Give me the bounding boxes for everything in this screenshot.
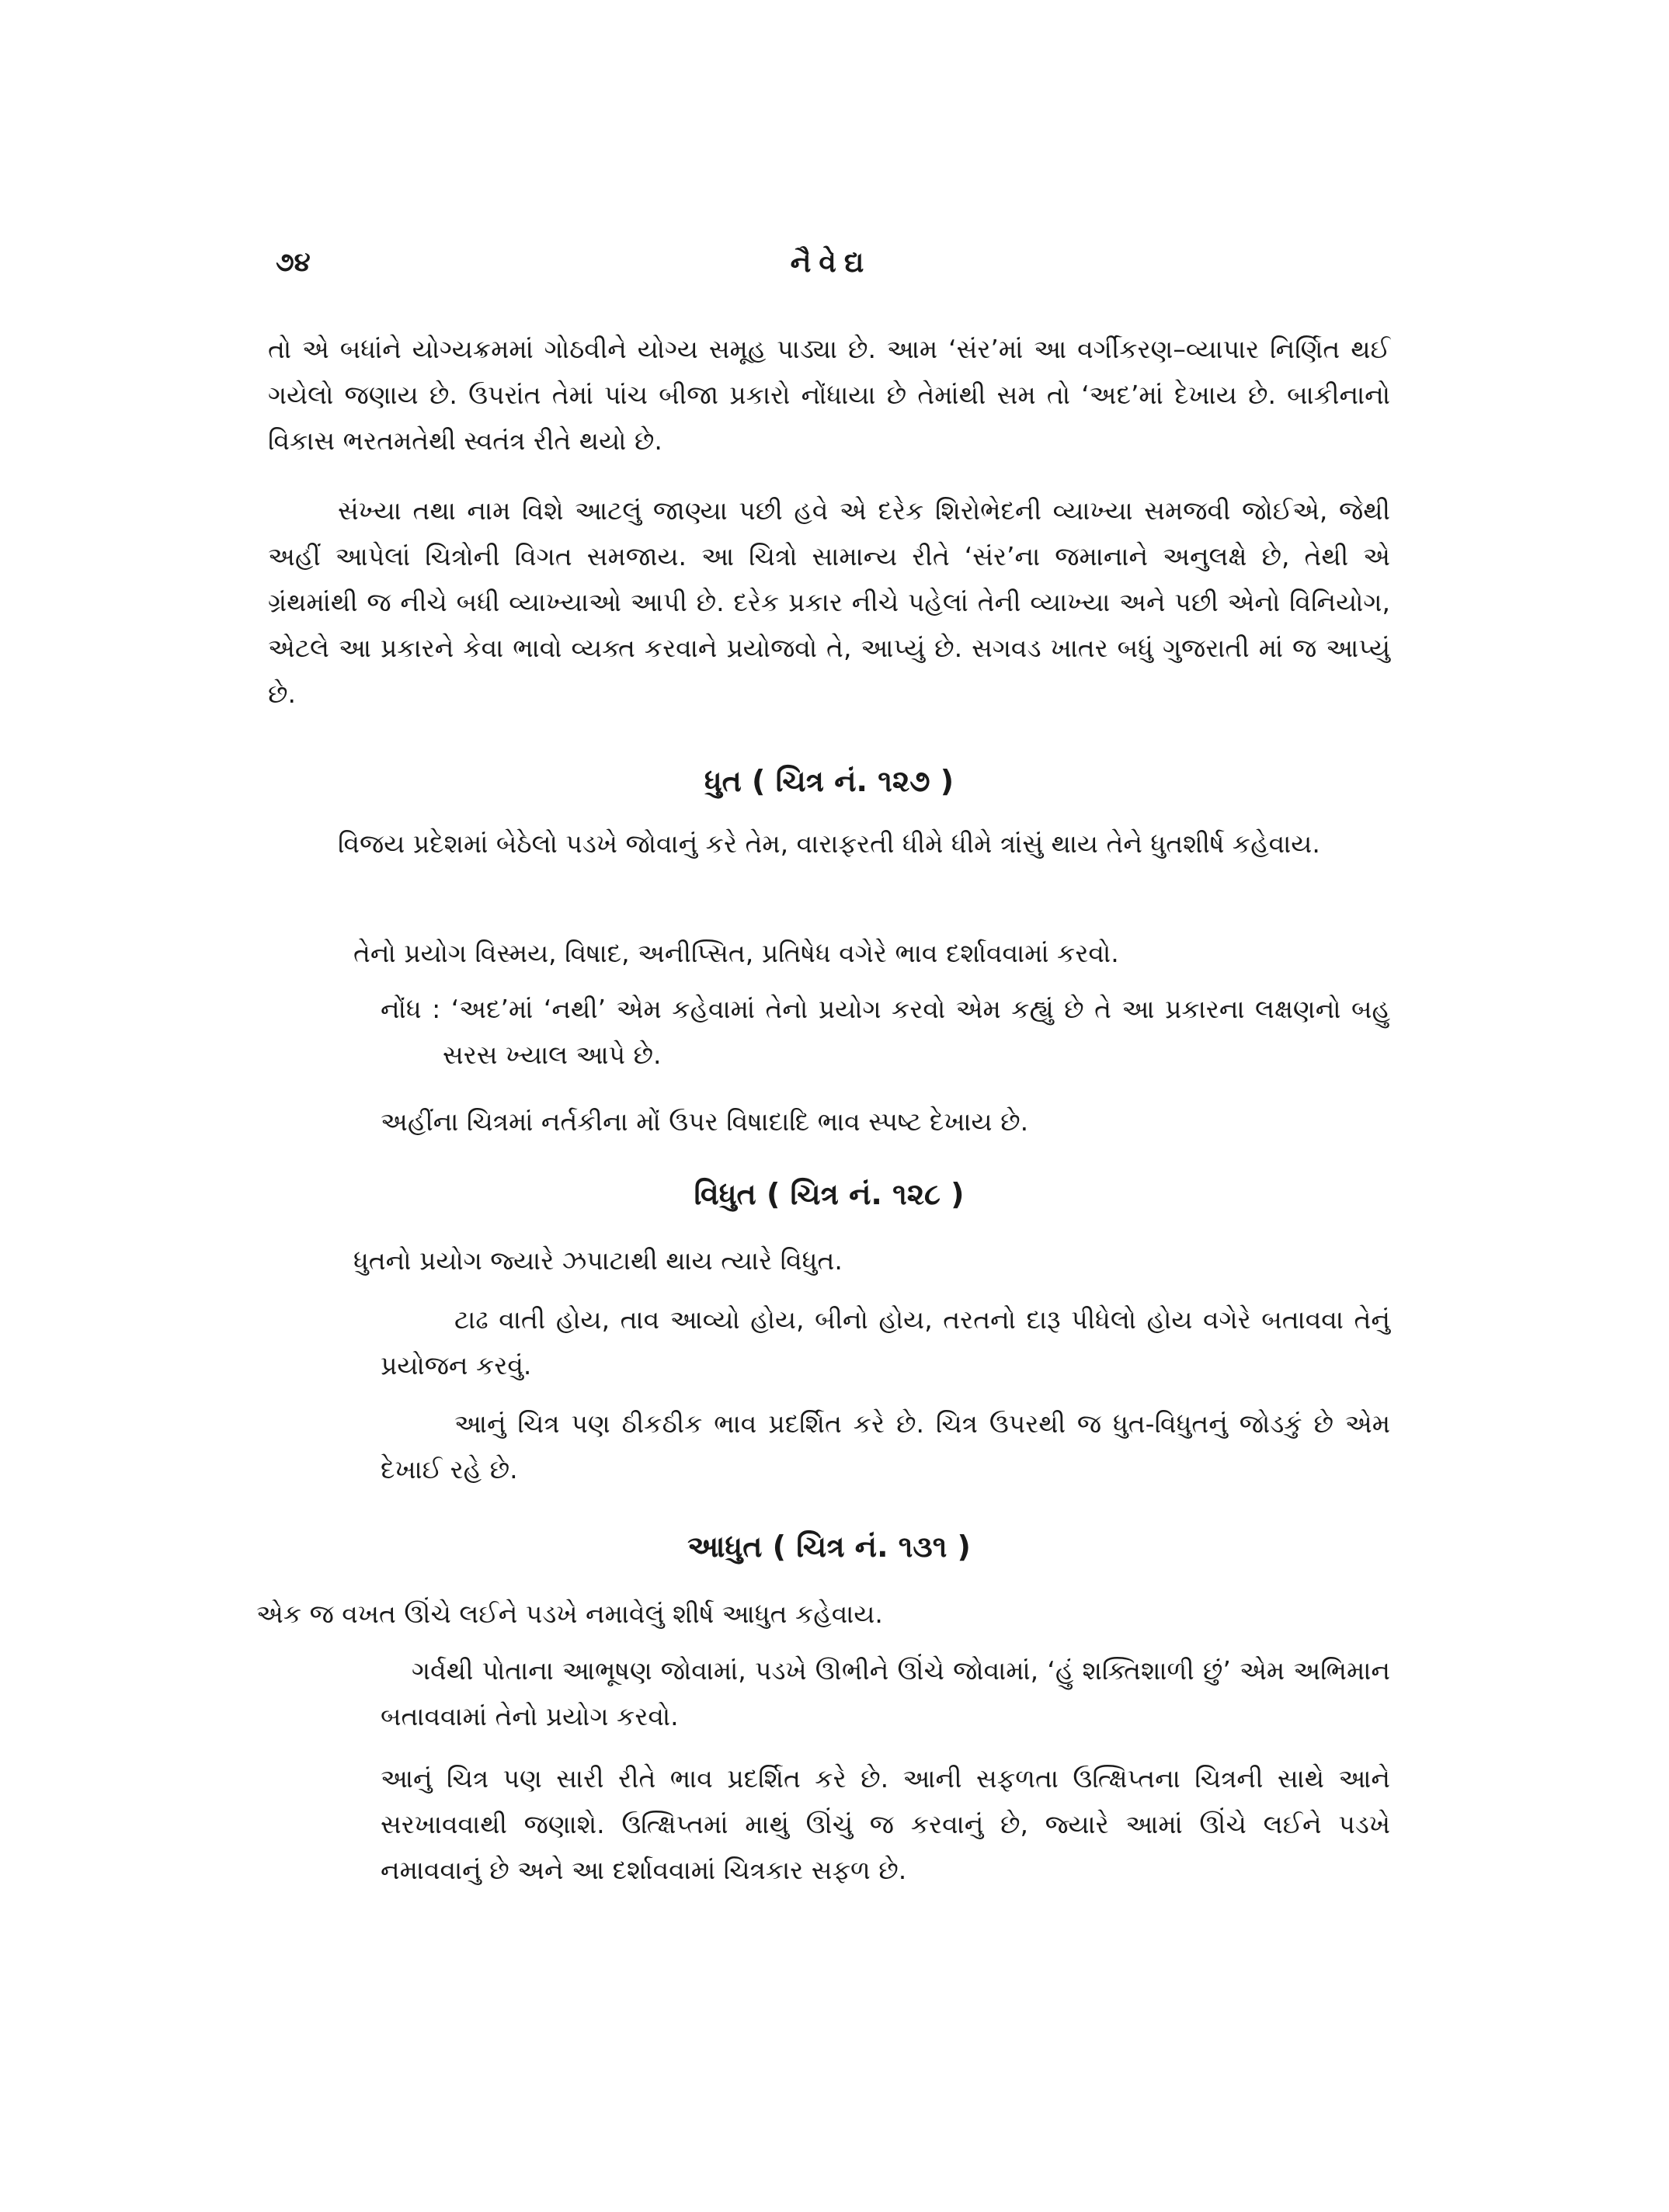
section-heading-vidhuta: વિધુત ( ચિત્ર નં. ૧૨૮ ) xyxy=(694,1177,965,1211)
vidhuta-comment: આનું ચિત્ર પણ ઠીકઠીક ભાવ પ્રદર્શિત કરે છે. ચિત્ર ઉપરથી જ ધુત-વિધુતનું જોડકું છે એમ દેખાઈ રહે છે. xyxy=(381,1408,1390,1485)
page-number: ૭૪ xyxy=(276,247,311,278)
adhuta-usage: ગર્વથી પોતાના આભૂષણ જોવામાં, પડખે ઊભીને ઊંચે જોવામાં, ‘હું શક્તિશાળી છું’ એમ અભિમાન બતાવવામાં તેનો પ્રયોગ કરવો. xyxy=(381,1655,1390,1731)
paragraph-classification: તો એ બધાંને યોગ્યક્રમમાં ગોઠવીને યોગ્ય સમૂહ પાડ્યા છે. આમ ‘સંર’માં આ વર્ગીકરણ–વ્યાપાર નિર્ણિત થઈ ગયેલો જણાય છે. ઉપરાંત તેમાં પાંચ બીજા પ્રકારો નોંધાયા છે તેમાંથી સમ તો ‘અદ’માં દેખાય છે. બાકીનાનો વિકાસ ભરતમતેથી સ્વતંત્ર રીતે થયો છે. xyxy=(268,334,1390,456)
page-header xyxy=(276,247,1386,293)
dhuta-usage: તેનો પ્રયોગ વિસ્મય, વિષાદ, અનીપ્સિત, પ્રતિષેધ વગેરે ભાવ દર્શાવવામાં કરવો. xyxy=(353,938,1119,968)
dhuta-comment: અહીંના ચિત્રમાં નર્તકીના મોં ઉપર વિષાદાદિ ભાવ સ્પષ્ટ દેખાય છે. xyxy=(381,1106,1029,1137)
section-heading-adhuta: આધુત ( ચિત્ર નં. ૧૩૧ ) xyxy=(687,1530,971,1564)
vidhuta-usage: ટાઢ વાતી હોય, તાવ આવ્યો હોય, બીનો હોય, તરતનો દારૂ પીધેલો હોય વગેરે બતાવવા તેનું પ્રયોજન કરવું. xyxy=(381,1304,1390,1380)
vidhuta-definition: ધુતનો પ્રયોગ જ્યારે ઝપાટાથી થાય ત્યારે વિધુત. xyxy=(353,1245,843,1276)
adhuta-definition: એક જ વખત ઊંચે લઈને પડખે નમાવેલું શીર્ષ આધુત કહેવાય. xyxy=(256,1599,883,1629)
section-heading-dhuta: ધુત ( ચિત્ર નં. ૧૨૭ ) xyxy=(704,764,954,798)
adhuta-comment: આનું ચિત્ર પણ સારી રીતે ભાવ પ્રદર્શિત કરે છે. આની સફળતા ઉત્ક્ષિપ્તના ચિત્રની સાથે આને સરખાવવાથી જણાશે. ઉત્ક્ષિપ્તમાં માથું ઊંચું જ કરવાનું છે, જ્યારે આમાં ઊંચે લઈને પડખે નમાવવાનું છે અને આ દર્શાવવામાં ચિત્રકાર સફળ છે. xyxy=(381,1763,1390,1885)
dhuta-note: નોંધ : ‘અદ’માં ‘નથી’ એમ કહેવામાં તેનો પ્રયોગ કરવો એમ કહ્યું છે તે આ પ્રકારના લક્ષણનો બહુ સરસ ખ્યાલ આપે છે. xyxy=(381,994,1390,1070)
dhuta-definition: વિજય પ્રદેશમાં બેઠેલો પડખે જોવાનું કરે તેમ, વારાફરતી ધીમે ધીમે ત્રાંસું થાય તેને ધુતશીર્ષ કહેવાય. xyxy=(338,828,1320,859)
running-title: નૈવેદ્ય xyxy=(790,247,872,279)
paragraph-introduction: સંખ્યા તથા નામ વિશે આટલું જાણ્યા પછી હવે એ દરેક શિરોભેદની વ્યાખ્યા સમજવી જોઈએ, જેથી અહીં આપેલાં ચિત્રોની વિગત સમજાય. આ ચિત્રો સામાન્ય રીતે ‘સંર’ના જમાનાને અનુલક્ષે છે, તેથી એ ગ્રંથમાંથી જ નીચે બધી વ્યાખ્યાઓ આપી છે. દરેક પ્રકાર નીચે પહેલાં તેની વ્યાખ્યા અને પછી એનો વિનિયોગ, એટલે આ પ્રકારને કેવા ભાવો વ્યક્ત કરવાને પ્રયોજવો તે, આપ્યું છે. સગવડ ખાતર બધું ગુજરાતી માં જ આપ્યું છે. xyxy=(268,495,1390,709)
